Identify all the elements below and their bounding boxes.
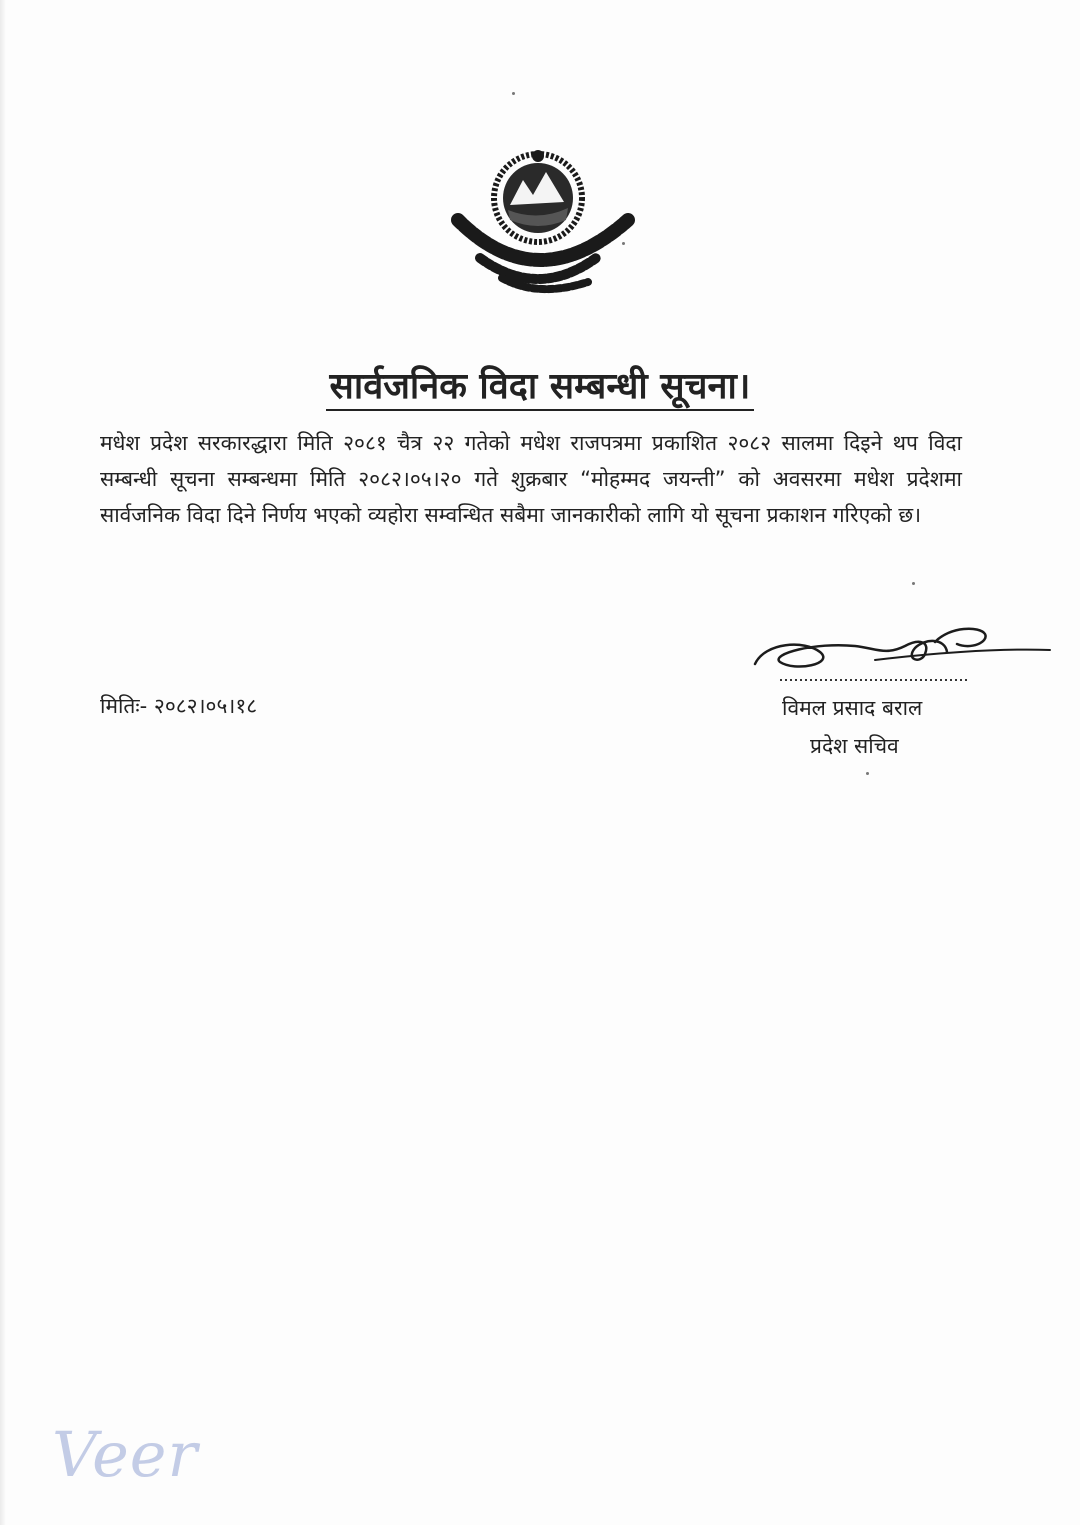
notice-title: सार्वजनिक विदा सम्बन्धी सूचना। — [0, 364, 1080, 410]
signatory-designation: प्रदेश सचिव — [810, 734, 899, 758]
paper-speck — [622, 242, 625, 245]
notice-body: मधेश प्रदेश सरकारद्धारा मिति २०८१ चैत्र २२ गतेको मधेश राजपत्रमा प्रकाशित २०८२ सालमा दिइने थप विदा सम्बन्धी सूचना सम्बन्धमा मिति २०८२।०५।२० गते शुक्रबार “मोहम्मद जयन्ती” को अवसरमा मधेश प्रदेशमा सार्वजनिक विदा दिने निर्णय भएको व्यहोरा सम्वन्धित सबैमा जानकारीको लागि यो सूचना प्रकाशन गरिएको छ। — [100, 431, 962, 527]
government-seal-icon — [438, 150, 638, 300]
signatory-name: विमल प्रसाद बराल — [782, 696, 923, 720]
paper-speck — [512, 92, 515, 95]
page-edge-shadow — [0, 0, 6, 1525]
paper-speck — [912, 582, 915, 585]
signature-icon — [735, 612, 1055, 690]
watermark-text: Veer — [52, 1418, 199, 1491]
paper-speck — [866, 772, 869, 775]
notice-date: मितिः- २०८२।०५।१८ — [100, 694, 258, 718]
